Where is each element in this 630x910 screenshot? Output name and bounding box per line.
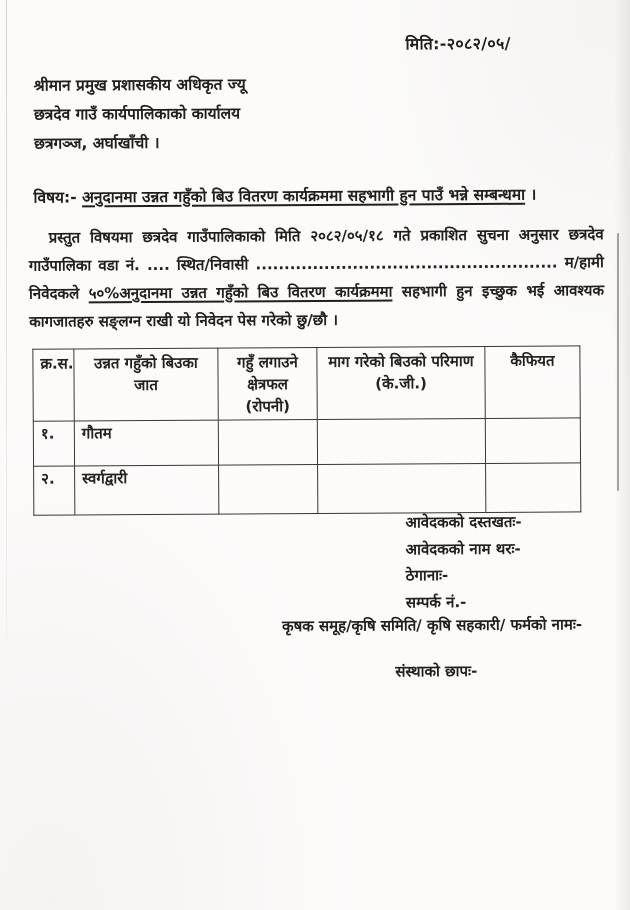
recipient-address xyxy=(34,70,247,158)
recipient-line-3: छत्रगञ्ज, अर्घाखाँची । xyxy=(34,133,160,153)
cell-serial-number: १. xyxy=(33,421,74,466)
subject-prefix: विषय:- xyxy=(33,188,83,207)
col-header-seed-variety: उन्नत गहुँको बिउका जात xyxy=(74,348,218,421)
cell-seed-quantity xyxy=(318,463,486,513)
subject-line xyxy=(33,183,536,208)
contact-number-label: सम्पर्क नं.- xyxy=(405,592,467,611)
body-text-part1: प्रस्तुत विषयमा छत्रदेव गाउँपालिकाको मिति २०८२/०५/१८ गते प्रकाशित सुचना अनुसार छत्रदेव गाउँपालिका वडा नं. .... स्थित/निवासी ..................................................... म/हामी निवेदकले xyxy=(28,225,604,303)
date-line: मिति:-२०८२/०५/ xyxy=(405,33,511,54)
subject-terminator: । xyxy=(525,185,537,204)
body-text-part2: सहभागी हुन इच्छुक भई आवश्यक कागजातहरु सङ्लग्न राखी यो निवेदन पेस गरेको छु/छौ । xyxy=(29,281,605,331)
body-paragraph xyxy=(29,220,605,336)
table-row xyxy=(33,418,580,466)
subject-underlined-text: अनुदानमा उन्नत गहुँको बिउ वितरण कार्यक्रममा सहभागी हुन पाउँ भन्ने सम्बन्धमा xyxy=(81,185,526,207)
recipient-line-1: श्रीमान प्रमुख प्रशासकीय अधिकृत ज्यू xyxy=(33,75,246,95)
applicant-signature-label: आवेदकको दस्तखतः- xyxy=(405,512,522,532)
table-row xyxy=(34,463,581,515)
cell-seed-variety: स्वर्गद्वारी xyxy=(75,465,219,515)
recipient-line-2: छत्रदेव गाउँ कार्यपालिकाको कार्यालय xyxy=(33,104,241,124)
cell-seed-quantity xyxy=(317,418,485,464)
col-header-seed-quantity: माग गरेको बिउको परिमाण (के.जी.) xyxy=(317,346,485,419)
col-header-serial-number: क्र.स. xyxy=(33,349,74,421)
group-name-label: कृषक समूह/कृषि समिति/ कृषि सहकारी/ फर्मको नामः- xyxy=(281,615,583,636)
cell-serial-number: २. xyxy=(34,466,75,515)
cell-remarks xyxy=(486,463,581,513)
col-header-planting-area: गहुँ लगाउने क्षेत्रफल (रोपनी) xyxy=(218,347,317,420)
cell-planting-area xyxy=(219,464,318,514)
cell-seed-variety: गौतम xyxy=(74,420,218,466)
address-label: ठेगानाः- xyxy=(405,566,449,585)
applicant-name-label: आवेदकको नाम थरः- xyxy=(405,539,521,558)
signature-block xyxy=(405,509,522,616)
stamp-label: संस्थाको छापः- xyxy=(395,662,478,681)
table-header-row xyxy=(33,346,580,421)
col-header-remarks: कैफियत xyxy=(485,346,580,419)
cell-remarks xyxy=(485,418,580,464)
cell-planting-area xyxy=(218,419,317,465)
application-table xyxy=(32,345,581,515)
body-text-underlined: ५०%अनुदानमा उन्नत गहुँको बिउ वितरण कार्यक्रममा xyxy=(88,282,393,303)
